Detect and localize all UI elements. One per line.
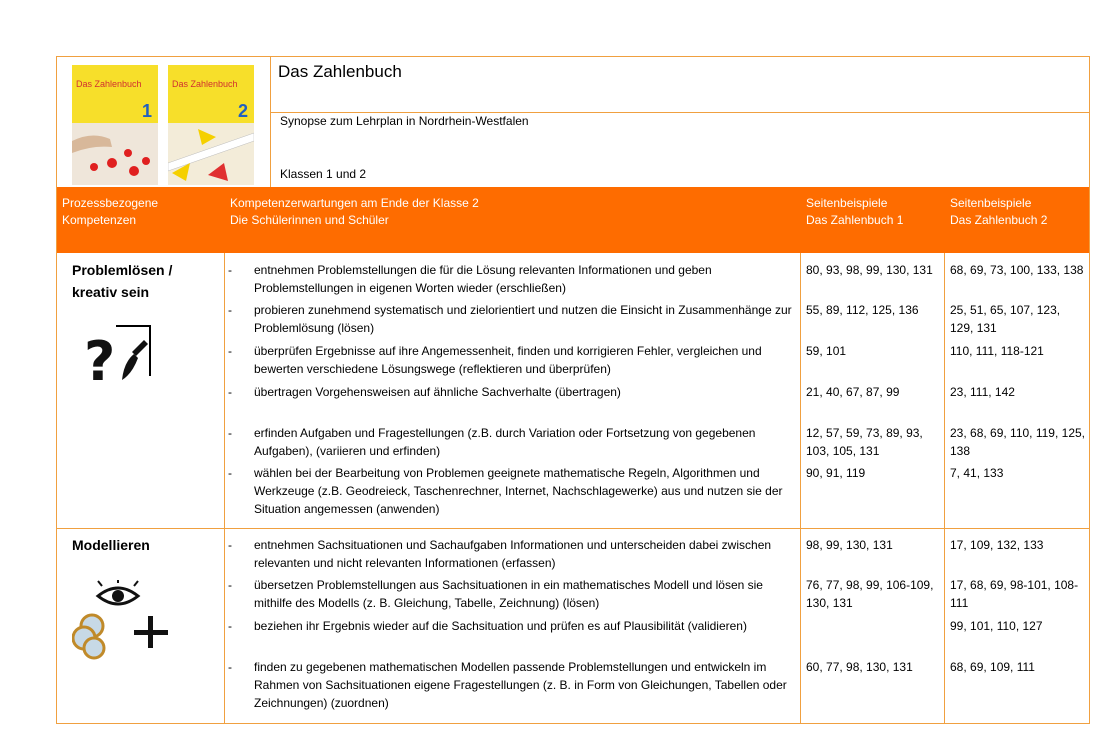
question-brush-icon bbox=[72, 322, 152, 388]
cover-photo bbox=[72, 123, 158, 185]
pages-book-1: 21, 40, 67, 87, 99 bbox=[806, 385, 900, 399]
book-covers bbox=[72, 65, 262, 185]
cover-number: 1 bbox=[141, 101, 152, 121]
pages-book-2: 17, 109, 132, 133 bbox=[950, 538, 1044, 552]
pages-book-2: 25, 51, 65, 107, 123, 129, 131 bbox=[950, 303, 1061, 335]
pages-book-2: 7, 41, 133 bbox=[950, 466, 1004, 480]
classes-label: Klassen 1 und 2 bbox=[280, 167, 367, 181]
divider bbox=[56, 528, 1090, 529]
table-header bbox=[57, 187, 1089, 253]
pages-book-2: 68, 69, 109, 111 bbox=[950, 660, 1035, 674]
header-col-pages-1: Seitenbeispiele Das Zahlenbuch 1 bbox=[806, 196, 904, 227]
pages-book-1: 98, 99, 130, 131 bbox=[806, 538, 893, 552]
subtitle: Synopse zum Lehrplan in Nordrhein-Westfalen bbox=[280, 114, 529, 128]
divider bbox=[270, 56, 271, 187]
pages-book-1: 59, 101 bbox=[806, 344, 847, 358]
header-col-pages-2: Seitenbeispiele Das Zahlenbuch 2 bbox=[950, 196, 1048, 227]
category-problemloesen: Problemlösen / kreativ sein bbox=[72, 262, 173, 300]
counters-photo-icon bbox=[72, 123, 158, 185]
svg-text:?: ? bbox=[84, 330, 116, 388]
cover-photo bbox=[168, 123, 254, 185]
header-col-expectations: Kompetenzerwartungen am Ende der Klasse 2 Die Schülerinnen und Schüler bbox=[230, 196, 479, 227]
book-cover-1 bbox=[72, 65, 158, 185]
book-cover-2 bbox=[168, 65, 254, 185]
pages-book-2: 23, 111, 142 bbox=[950, 385, 1015, 399]
pages-book-2: 99, 101, 110, 127 bbox=[950, 619, 1043, 633]
pages-book-1: 60, 77, 98, 130, 131 bbox=[806, 660, 913, 674]
category-modellieren: Modellieren bbox=[72, 537, 150, 553]
pages-book-2: 68, 69, 73, 100, 133, 138 bbox=[950, 263, 1084, 277]
divider bbox=[800, 253, 801, 724]
header-col-competences: Prozessbezogene Kompetenzen bbox=[62, 196, 159, 227]
divider bbox=[270, 112, 1090, 113]
pages-book-1: 90, 91, 119 bbox=[806, 466, 866, 480]
divider bbox=[944, 253, 945, 724]
pages-book-2: 110, 111, 118-121 bbox=[950, 344, 1044, 358]
page-title: Das Zahlenbuch bbox=[278, 62, 402, 81]
pages-book-2: 17, 68, 69, 98-101, 108-111 bbox=[950, 578, 1079, 610]
eye-coins-plus-icon bbox=[72, 580, 176, 660]
cover-title: Das Zahlenbuch bbox=[172, 79, 238, 89]
ruler-photo-icon bbox=[168, 123, 254, 185]
pages-book-1: 12, 57, 59, 73, 89, 93, 103, 105, 131 bbox=[806, 426, 923, 458]
cover-number: 2 bbox=[237, 101, 248, 121]
pages-book-2: 23, 68, 69, 110, 119, 125, 138 bbox=[950, 426, 1085, 458]
cover-title: Das Zahlenbuch bbox=[76, 79, 142, 89]
pages-book-1: 80, 93, 98, 99, 130, 131 bbox=[806, 263, 933, 277]
divider bbox=[224, 253, 225, 724]
pages-book-1: 76, 77, 98, 99, 106-109, 130, 131 bbox=[806, 578, 934, 610]
pages-book-1: 55, 89, 112, 125, 136 bbox=[806, 303, 919, 317]
